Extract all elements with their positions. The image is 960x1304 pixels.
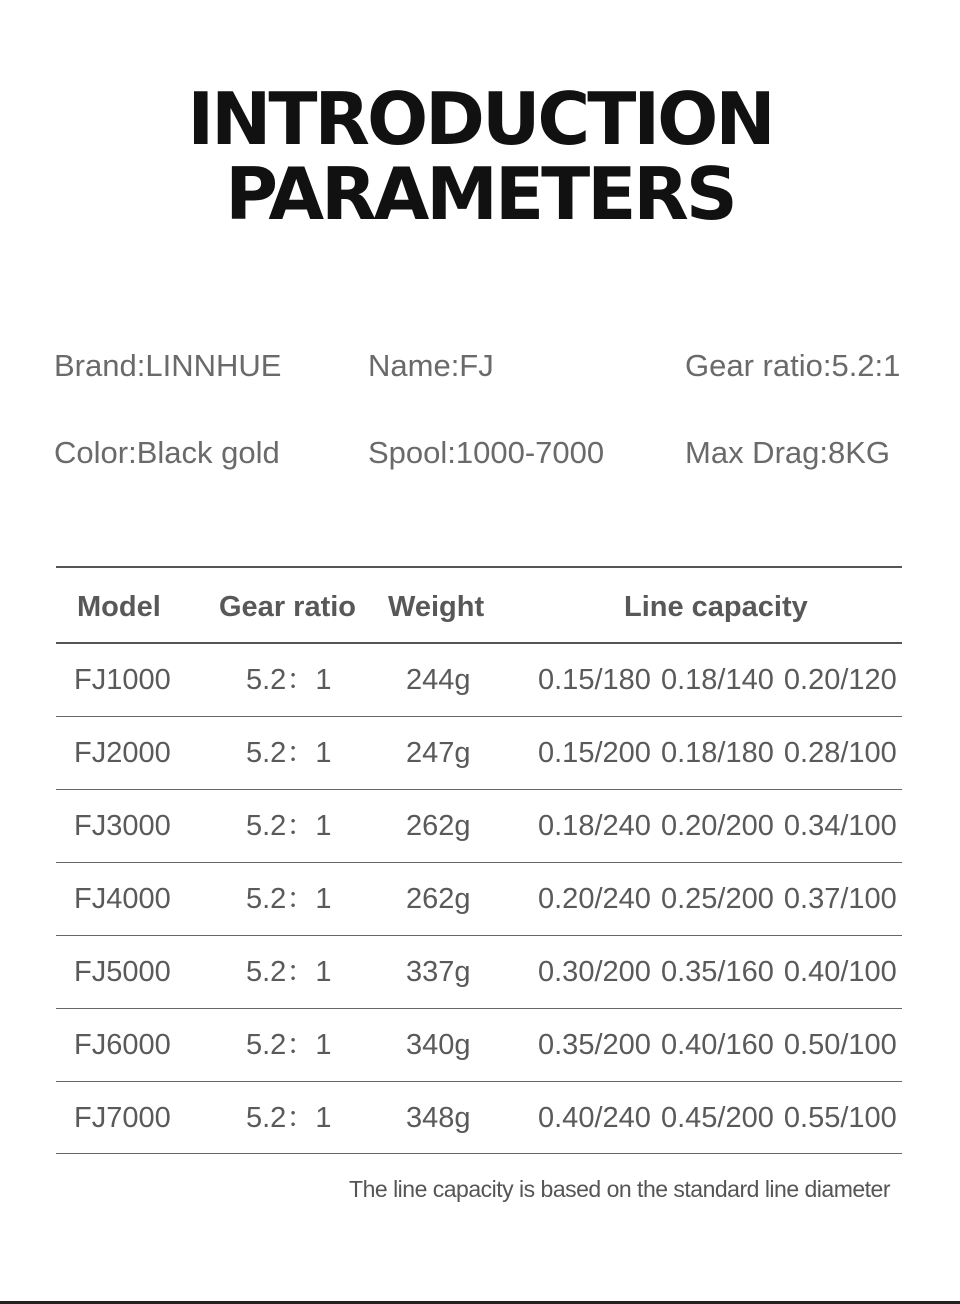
row-divider [56, 716, 902, 717]
spec-name: Name:FJ [368, 348, 494, 383]
cell-gear-ratio: 5.2：1 [246, 664, 332, 696]
cell-weight: 348g [406, 1102, 471, 1134]
header-model: Model [77, 591, 161, 623]
spec-gear-ratio: Gear ratio:5.2:1 [685, 348, 901, 383]
cell-weight: 340g [406, 1029, 471, 1061]
cell-line-capacity: 0.40/240 0.45/200 0.55/100 [538, 1102, 897, 1134]
spec-spool: Spool:1000-7000 [368, 435, 605, 470]
cell-line-capacity: 0.30/200 0.35/160 0.40/100 [538, 956, 897, 988]
table-top-border [56, 566, 902, 568]
cell-weight: 244g [406, 664, 471, 696]
cell-weight: 337g [406, 956, 471, 988]
cell-model: FJ1000 [74, 664, 171, 696]
row-divider [56, 935, 902, 936]
page-title-line-2: PARAMETERS [225, 152, 735, 236]
header-weight: Weight [388, 591, 485, 623]
spec-brand: Brand:LINNHUE [54, 348, 282, 383]
cell-gear-ratio: 5.2：1 [246, 956, 332, 988]
cell-gear-ratio: 5.2：1 [246, 810, 332, 842]
row-divider [56, 1008, 902, 1009]
table-header-divider [56, 642, 902, 644]
cell-model: FJ5000 [74, 956, 171, 988]
cell-model: FJ3000 [74, 810, 171, 842]
row-divider [56, 1081, 902, 1082]
cell-model: FJ2000 [74, 737, 171, 769]
cell-gear-ratio: 5.2：1 [246, 1029, 332, 1061]
row-divider [56, 862, 902, 863]
table-bottom-border [56, 1153, 902, 1154]
cell-line-capacity: 0.35/200 0.40/160 0.50/100 [538, 1029, 897, 1061]
cell-gear-ratio: 5.2：1 [246, 1102, 332, 1134]
header-line-capacity: Line capacity [624, 591, 808, 623]
cell-line-capacity: 0.18/240 0.20/200 0.34/100 [538, 810, 897, 842]
cell-line-capacity: 0.15/200 0.18/180 0.28/100 [538, 737, 897, 769]
cell-gear-ratio: 5.2：1 [246, 883, 332, 915]
cell-weight: 262g [406, 883, 471, 915]
spec-color: Color:Black gold [54, 435, 280, 470]
header-gear-ratio: Gear ratio [219, 591, 356, 623]
page-title-line-1: INTRODUCTION [187, 77, 773, 161]
cell-weight: 262g [406, 810, 471, 842]
footnote: The line capacity is based on the standard line diameter [349, 1176, 890, 1202]
cell-line-capacity: 0.20/240 0.25/200 0.37/100 [538, 883, 897, 915]
cell-model: FJ7000 [74, 1102, 171, 1134]
cell-model: FJ4000 [74, 883, 171, 915]
spec-max-drag: Max Drag:8KG [685, 435, 891, 470]
cell-weight: 247g [406, 737, 471, 769]
cell-line-capacity: 0.15/180 0.18/140 0.20/120 [538, 664, 897, 696]
cell-model: FJ6000 [74, 1029, 171, 1061]
row-divider [56, 789, 902, 790]
cell-gear-ratio: 5.2：1 [246, 737, 332, 769]
